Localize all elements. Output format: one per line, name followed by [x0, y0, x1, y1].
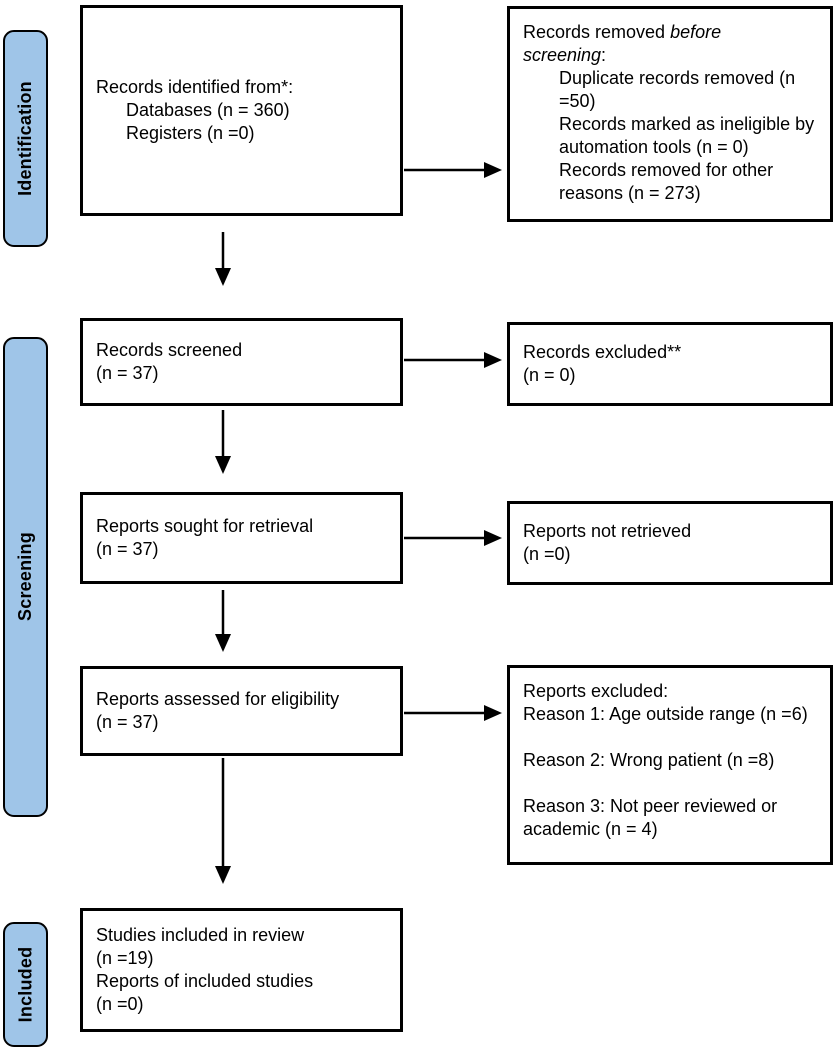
reports-not-retrieved-title: Reports not retrieved: [523, 520, 692, 541]
records-excluded-title: Records excluded**: [523, 341, 682, 362]
records-excluded-count: (n = 0): [523, 365, 576, 385]
stage-screening-label: Screening: [14, 532, 35, 622]
studies-included-count: (n =19): [96, 947, 154, 968]
reports-excluded-reason1: Reason 1: Age outside range (n =6): [523, 704, 808, 725]
records-removed-other: Records removed for other reasons (n = 273): [559, 160, 774, 204]
records-identified-title: Records identified from*:: [96, 76, 294, 97]
reports-sought-title: Reports sought for retrieval: [96, 515, 314, 536]
studies-included-title: Studies included in review: [96, 924, 305, 945]
records-identified-registers: Registers (n =0): [126, 123, 255, 144]
reports-assessed-title: Reports assessed for eligibility: [96, 688, 340, 709]
box-reports-assessed: [80, 666, 403, 756]
box-records-excluded: [507, 322, 833, 406]
box-records-removed: [507, 6, 833, 222]
reports-sought-count: (n = 37): [96, 539, 159, 559]
records-removed-automation: Records marked as ineligible by automation tools (n = 0): [559, 114, 815, 158]
box-reports-sought: [80, 492, 403, 584]
reports-included-title: Reports of included studies: [96, 971, 314, 991]
stage-included-label: Included: [14, 946, 35, 1023]
box-studies-included: [80, 908, 403, 1032]
records-removed-title-line2: screening:: [523, 45, 607, 66]
reports-included-count: (n =0): [96, 994, 144, 1015]
stage-screening: [3, 337, 48, 817]
records-identified-databases: Databases (n = 360): [126, 99, 290, 120]
reports-excluded-reason2: Reason 2: Wrong patient (n =8): [523, 750, 775, 771]
reports-assessed-count: (n = 37): [96, 712, 159, 732]
reports-excluded-title: Reports excluded:: [523, 681, 669, 701]
box-reports-excluded: [507, 665, 833, 865]
reports-not-retrieved-count: (n =0): [523, 544, 571, 564]
stage-identification: [3, 30, 48, 247]
box-records-identified: [80, 5, 403, 216]
records-screened-title: Records screened: [96, 339, 243, 360]
records-screened-count: (n = 37): [96, 363, 159, 383]
records-removed-duplicates: Duplicate records removed (n =50): [559, 68, 796, 112]
box-reports-not-retrieved: [507, 501, 833, 585]
records-removed-title-line1: Records removed before: [523, 22, 722, 42]
stage-identification-label: Identification: [14, 81, 35, 196]
stage-included: [3, 922, 48, 1047]
reports-excluded-reason3: Reason 3: Not peer reviewed or academic (n = 4): [523, 796, 778, 840]
box-records-screened: [80, 318, 403, 406]
